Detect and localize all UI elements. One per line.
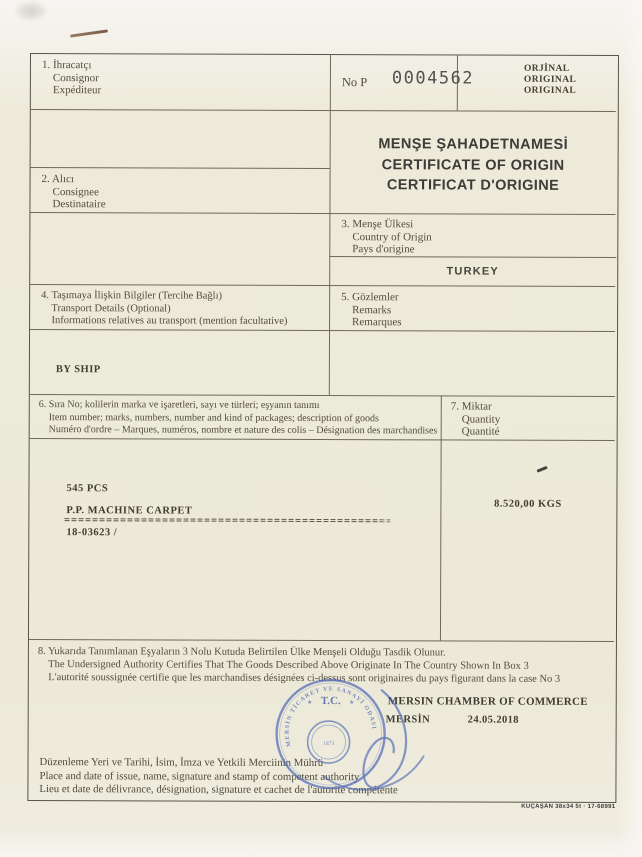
serial-prefix: No P	[341, 75, 368, 90]
consignee-box-label: 2. Alıcı Consignee Destinataire	[41, 173, 106, 211]
scan-edge	[618, 0, 642, 857]
packages-quantity-value: 545 PCS	[66, 483, 109, 495]
transport-details-value: BY SHIP	[55, 364, 101, 376]
transport-details-box-label: 4. Taşımaya İlişkin Bilgiler (Tercihe Bağlı) Transport Details (Optional) Informations relatives au transport (mention facultative)	[41, 290, 288, 327]
stamp-top-text: T.C.	[320, 695, 341, 708]
stamp-star-right-icon: ★	[349, 700, 355, 707]
goods-description-value: P.P. MACHINE CARPET	[66, 505, 193, 517]
scan-edge	[0, 829, 642, 857]
chamber-stamp	[265, 674, 435, 805]
issue-date: 24.05.2018	[467, 714, 519, 726]
consignor-box-label: 1. İhracatçı Consignor Expéditeur	[41, 59, 102, 97]
copy-type-label: ORJİNAL ORIGINAL ORIGINAL	[523, 63, 577, 96]
issue-place: MERSİN	[385, 714, 431, 726]
goods-description-box-label: 6. Sıra No; kolilerin marka ve işaretleri, sayı ve türleri; eşyanın tanımı Item number; marks, numbers, number and kind of packages; description of goods Numéro d'ordre – Marques, numéros, nombre et nature des colis – Désignation des marchandises	[38, 399, 438, 437]
remarks-box-label: 5. Gözlemler Remarks Remarques	[341, 291, 402, 329]
issuing-authority-name: MERSIN CHAMBER OF COMMERCE	[387, 695, 588, 708]
quantity-box-label: 7. Miktar Quantity Quantité	[450, 400, 501, 438]
issue-footer-label: Düzenleme Yeri ve Tarihi, İsim, İmza ve Yetkili Merciinin Mührü Place and date of issue, name, signature and stamp of competent authority Lieu et date de délivrance, désignation, signature et cachet de l'autorité compétente	[39, 756, 398, 797]
country-of-origin-box-label: 3. Menşe Ülkesi Country of Origin Pays d'origine	[341, 218, 432, 256]
certificate-title: MENŞE ŞAHADETNAMESİ CERTIFICATE OF ORIGIN CERTIFICAT D'ORIGINE	[378, 136, 569, 194]
quantity-value: 8.520,00 KGS	[494, 498, 562, 510]
certification-statement-label: 8. Yukarıda Tanımlanan Eşyaların 3 Nolu Kutuda Belirtilen Ülke Menşeli Olduğu Tasdik Olunur. The Undersigned Authority Certifies That The Goods Described Above Originate In The Country Shown In Box 3 L'autorité soussignée certifie que les marchandises désignées ci-dessus sont originaires du pays figurant dans la case No 3	[37, 646, 561, 685]
reference-number-value: 18-03623 /	[66, 527, 118, 539]
printer-imprint: KUÇAŞAN 38x34 5t · 17-68991	[521, 803, 616, 811]
stamp-star-left-icon: ★	[307, 699, 313, 706]
stamp-ring-text: MERSİN TİCARET VE SANAYİ ODASI	[284, 686, 377, 748]
serial-number: 0004562	[391, 68, 475, 89]
stamp-center-text: 1873	[323, 741, 335, 748]
country-of-origin-value: TURKEY	[446, 265, 499, 278]
